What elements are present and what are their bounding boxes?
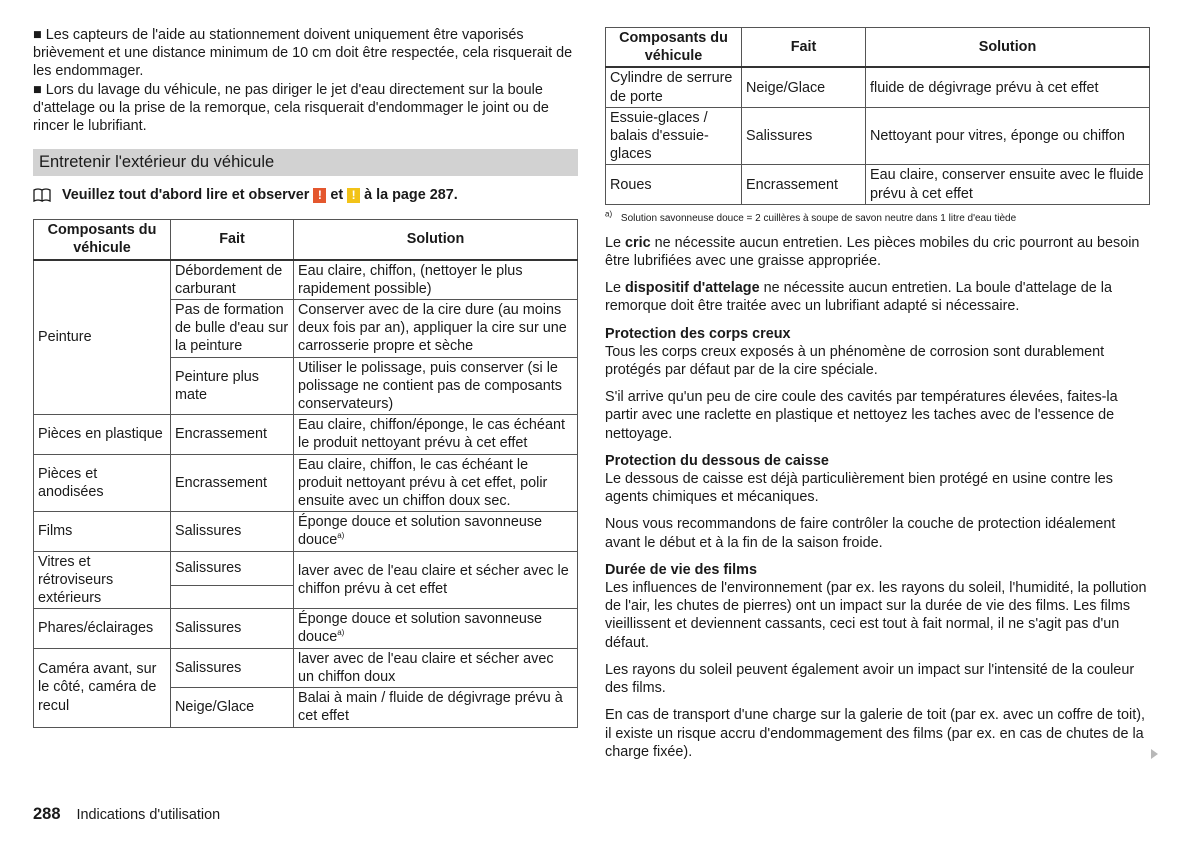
solution-text: Éponge douce et solution savonneuse douce	[298, 514, 543, 549]
paragraph-cric	[605, 234, 1150, 270]
paragraph: Tous les corps creux exposés à un phénomène de corrosion sont durablement protégés par défaut par de la cire spéciale.	[605, 343, 1105, 379]
page-number: 288	[33, 805, 61, 823]
paragraph: S'il arrive qu'un peu de cire coule des cavités par températures élevées, faites-la partir avec une raclette en plastique et nettoyez les taches avec de l'essence de nettoyage.	[605, 389, 1118, 442]
table-row	[606, 165, 1150, 204]
cell-component: Films	[34, 512, 171, 551]
header-fait: Fait	[742, 28, 866, 68]
cell-fait: Encrassement	[171, 415, 294, 454]
page-footer	[33, 805, 220, 824]
table-row	[34, 415, 578, 454]
text: ne nécessite aucun entretien. La boule d'attelage de la remorque doit être traitée avec un lubrifiant adapté si nécessaire.	[605, 280, 1112, 315]
cell-fait: Salissures	[171, 609, 294, 648]
cell-solution: Balai à main / fluide de dégivrage prévu à cet effet	[294, 688, 578, 727]
notice-line	[33, 185, 578, 205]
paragraph: En cas de transport d'une charge sur la galerie de toit (par ex. avec un coffre de toit), il existe un risque accru d'endommagement des films (par ex. en cas de chutes de la charge fixée).	[605, 707, 1146, 760]
table-row	[34, 512, 578, 551]
subheading-dessous-caisse: Protection du dessous de caisse	[605, 452, 829, 469]
cell-solution: fluide de dégivrage prévu à cet effet	[866, 67, 1150, 107]
footnote-text: Solution savonneuse douce = 2 cuillères à soupe de savon neutre dans 1 litre d'eau tiède	[620, 212, 1017, 224]
footnote-ref: a)	[337, 628, 345, 638]
paragraph-attelage	[605, 279, 1150, 315]
body-text	[605, 234, 1150, 761]
paragraph: Nous vous recommandons de faire contrôler la couche de protection idéalement avant le début et à la fin de la saison froide.	[605, 516, 1116, 551]
cell-solution: laver avec de l'eau claire et sécher avec un chiffon doux	[294, 648, 578, 687]
subheading-corps-creux: Protection des corps creux	[605, 325, 791, 342]
footnote-ref: a)	[337, 531, 345, 541]
cell-fait: Encrassement	[171, 454, 294, 512]
header-solution: Solution	[294, 220, 578, 260]
cell-fait: Salissures	[171, 648, 294, 687]
cell-solution	[294, 609, 578, 648]
cell-component: Peinture	[34, 260, 171, 415]
footnote	[605, 209, 1150, 225]
text: Le	[605, 280, 622, 297]
paragraph: Le dessous de caisse est déjà particulièrement bien protégé en usine contre les agents chimiques et mécaniques.	[605, 471, 1113, 506]
table-row	[34, 454, 578, 512]
section-title: Entretenir l'extérieur du véhicule	[33, 149, 578, 176]
cell-component: Cylindre de serrure de porte	[606, 67, 742, 107]
exterior-care-table	[33, 219, 578, 727]
cell-solution: laver avec de l'eau claire et sécher avec le chiffon prévu à cet effet	[294, 551, 578, 609]
cell-solution: Eau claire, chiffon/éponge, le cas échéant le produit nettoyant prévu à cet effet	[294, 415, 578, 454]
cell-component: Caméra avant, sur le côté, caméra de recul	[34, 648, 171, 727]
text: Le	[605, 234, 622, 251]
cell-component: Pièces et anodisées	[34, 454, 171, 512]
subheading-duree-films: Durée de vie des films	[605, 561, 757, 578]
warning-yellow-icon: !	[347, 188, 360, 203]
table-row	[34, 648, 578, 687]
table-header-row	[34, 220, 578, 260]
notice-text-mid: et	[330, 187, 344, 204]
header-components: Composants du véhicule	[606, 28, 742, 68]
text: ne nécessite aucun entretien. Les pièces mobiles du cric pourront au besoin être lubrifiées avec une graisse appropriée.	[605, 234, 1140, 270]
header-components: Composants du véhicule	[34, 220, 171, 260]
table-header-row	[606, 28, 1150, 68]
cell-fait-empty	[171, 586, 294, 609]
right-column	[605, 27, 1150, 761]
header-fait: Fait	[171, 220, 294, 260]
cell-fait: Neige/Glace	[742, 67, 866, 107]
exterior-care-table-continued	[605, 27, 1150, 205]
cell-solution: Conserver avec de la cire dure (au moins deux fois par an), appliquer la cire sur une carrosserie propre et sèche	[294, 300, 578, 358]
warning-red-icon: !	[313, 188, 326, 203]
cell-solution: Nettoyant pour vitres, éponge ou chiffon	[866, 107, 1150, 165]
cell-solution: Eau claire, conserver ensuite avec le fluide prévu à cet effet	[866, 165, 1150, 204]
footnote-mark: a)	[605, 209, 613, 219]
cell-fait: Salissures	[171, 551, 294, 586]
table-row	[34, 609, 578, 648]
table-row	[34, 551, 578, 586]
footer-section: Indications d'utilisation	[76, 807, 221, 823]
paragraph: Les influences de l'environnement (par ex. les rayons du soleil, l'humidité, la pollution de l'air, les chutes de pierres) ont un impact sur la durée de vie des films. Les films vieillissent et deviennent cassants, ceci est tout à fait normal, il ne s'agit pas d'un défaut.	[605, 580, 1147, 651]
cell-component: Essuie-glaces / balais d'essuie-glaces	[606, 107, 742, 165]
notice-text-after: à la page 287.	[364, 187, 458, 204]
cell-fait: Peinture plus mate	[171, 357, 294, 415]
bullet-towbar: ■ Lors du lavage du véhicule, ne pas diriger le jet d'eau directement sur la boule d'attelage ou la prise de la remorque, cela risquerait d'endommager le joint ou de rincer le lubrifiant.	[33, 81, 549, 135]
cell-fait: Salissures	[742, 107, 866, 165]
header-solution: Solution	[866, 28, 1150, 68]
notice-text-before: Veuillez tout d'abord lire et observer	[62, 187, 310, 204]
cell-component: Roues	[606, 165, 742, 204]
cell-fait: Pas de formation de bulle d'eau sur la peinture	[171, 300, 294, 358]
table-row	[606, 107, 1150, 165]
cell-fait: Salissures	[171, 512, 294, 551]
cell-solution: Utiliser le polissage, puis conserver (si le polissage ne contient pas de composants conservateurs)	[294, 357, 578, 415]
term-attelage: dispositif d'attelage	[625, 280, 760, 297]
cell-component: Phares/éclairages	[34, 609, 171, 648]
left-column	[33, 26, 578, 728]
cell-fait: Encrassement	[742, 165, 866, 204]
paragraph: Les rayons du soleil peuvent également avoir un impact sur l'intensité de la couleur des films.	[605, 661, 1135, 697]
table-row	[606, 67, 1150, 107]
cell-component: Vitres et rétroviseurs extérieurs	[34, 551, 171, 609]
cell-solution: Eau claire, chiffon, (nettoyer le plus rapidement possible)	[294, 260, 578, 300]
cell-fait: Débordement de carburant	[171, 260, 294, 300]
cell-fait: Neige/Glace	[171, 688, 294, 727]
table-row	[34, 260, 578, 300]
book-icon	[33, 188, 51, 202]
continue-arrow-icon	[1151, 749, 1158, 759]
solution-text: Éponge douce et solution savonneuse douce	[298, 611, 543, 646]
term-cric: cric	[625, 234, 651, 251]
cell-component: Pièces en plastique	[34, 415, 171, 454]
cell-solution: Eau claire, chiffon, le cas échéant le produit nettoyant prévu à cet effet, polir ensuite avec un chiffon doux sec.	[294, 454, 578, 512]
bullet-parking-sensors: ■ Les capteurs de l'aide au stationnement doivent uniquement être vaporisés brièvement et une distance minimum de 10 cm doit être respectée, cela risquerait de les endommager.	[33, 27, 573, 80]
cell-solution	[294, 512, 578, 551]
